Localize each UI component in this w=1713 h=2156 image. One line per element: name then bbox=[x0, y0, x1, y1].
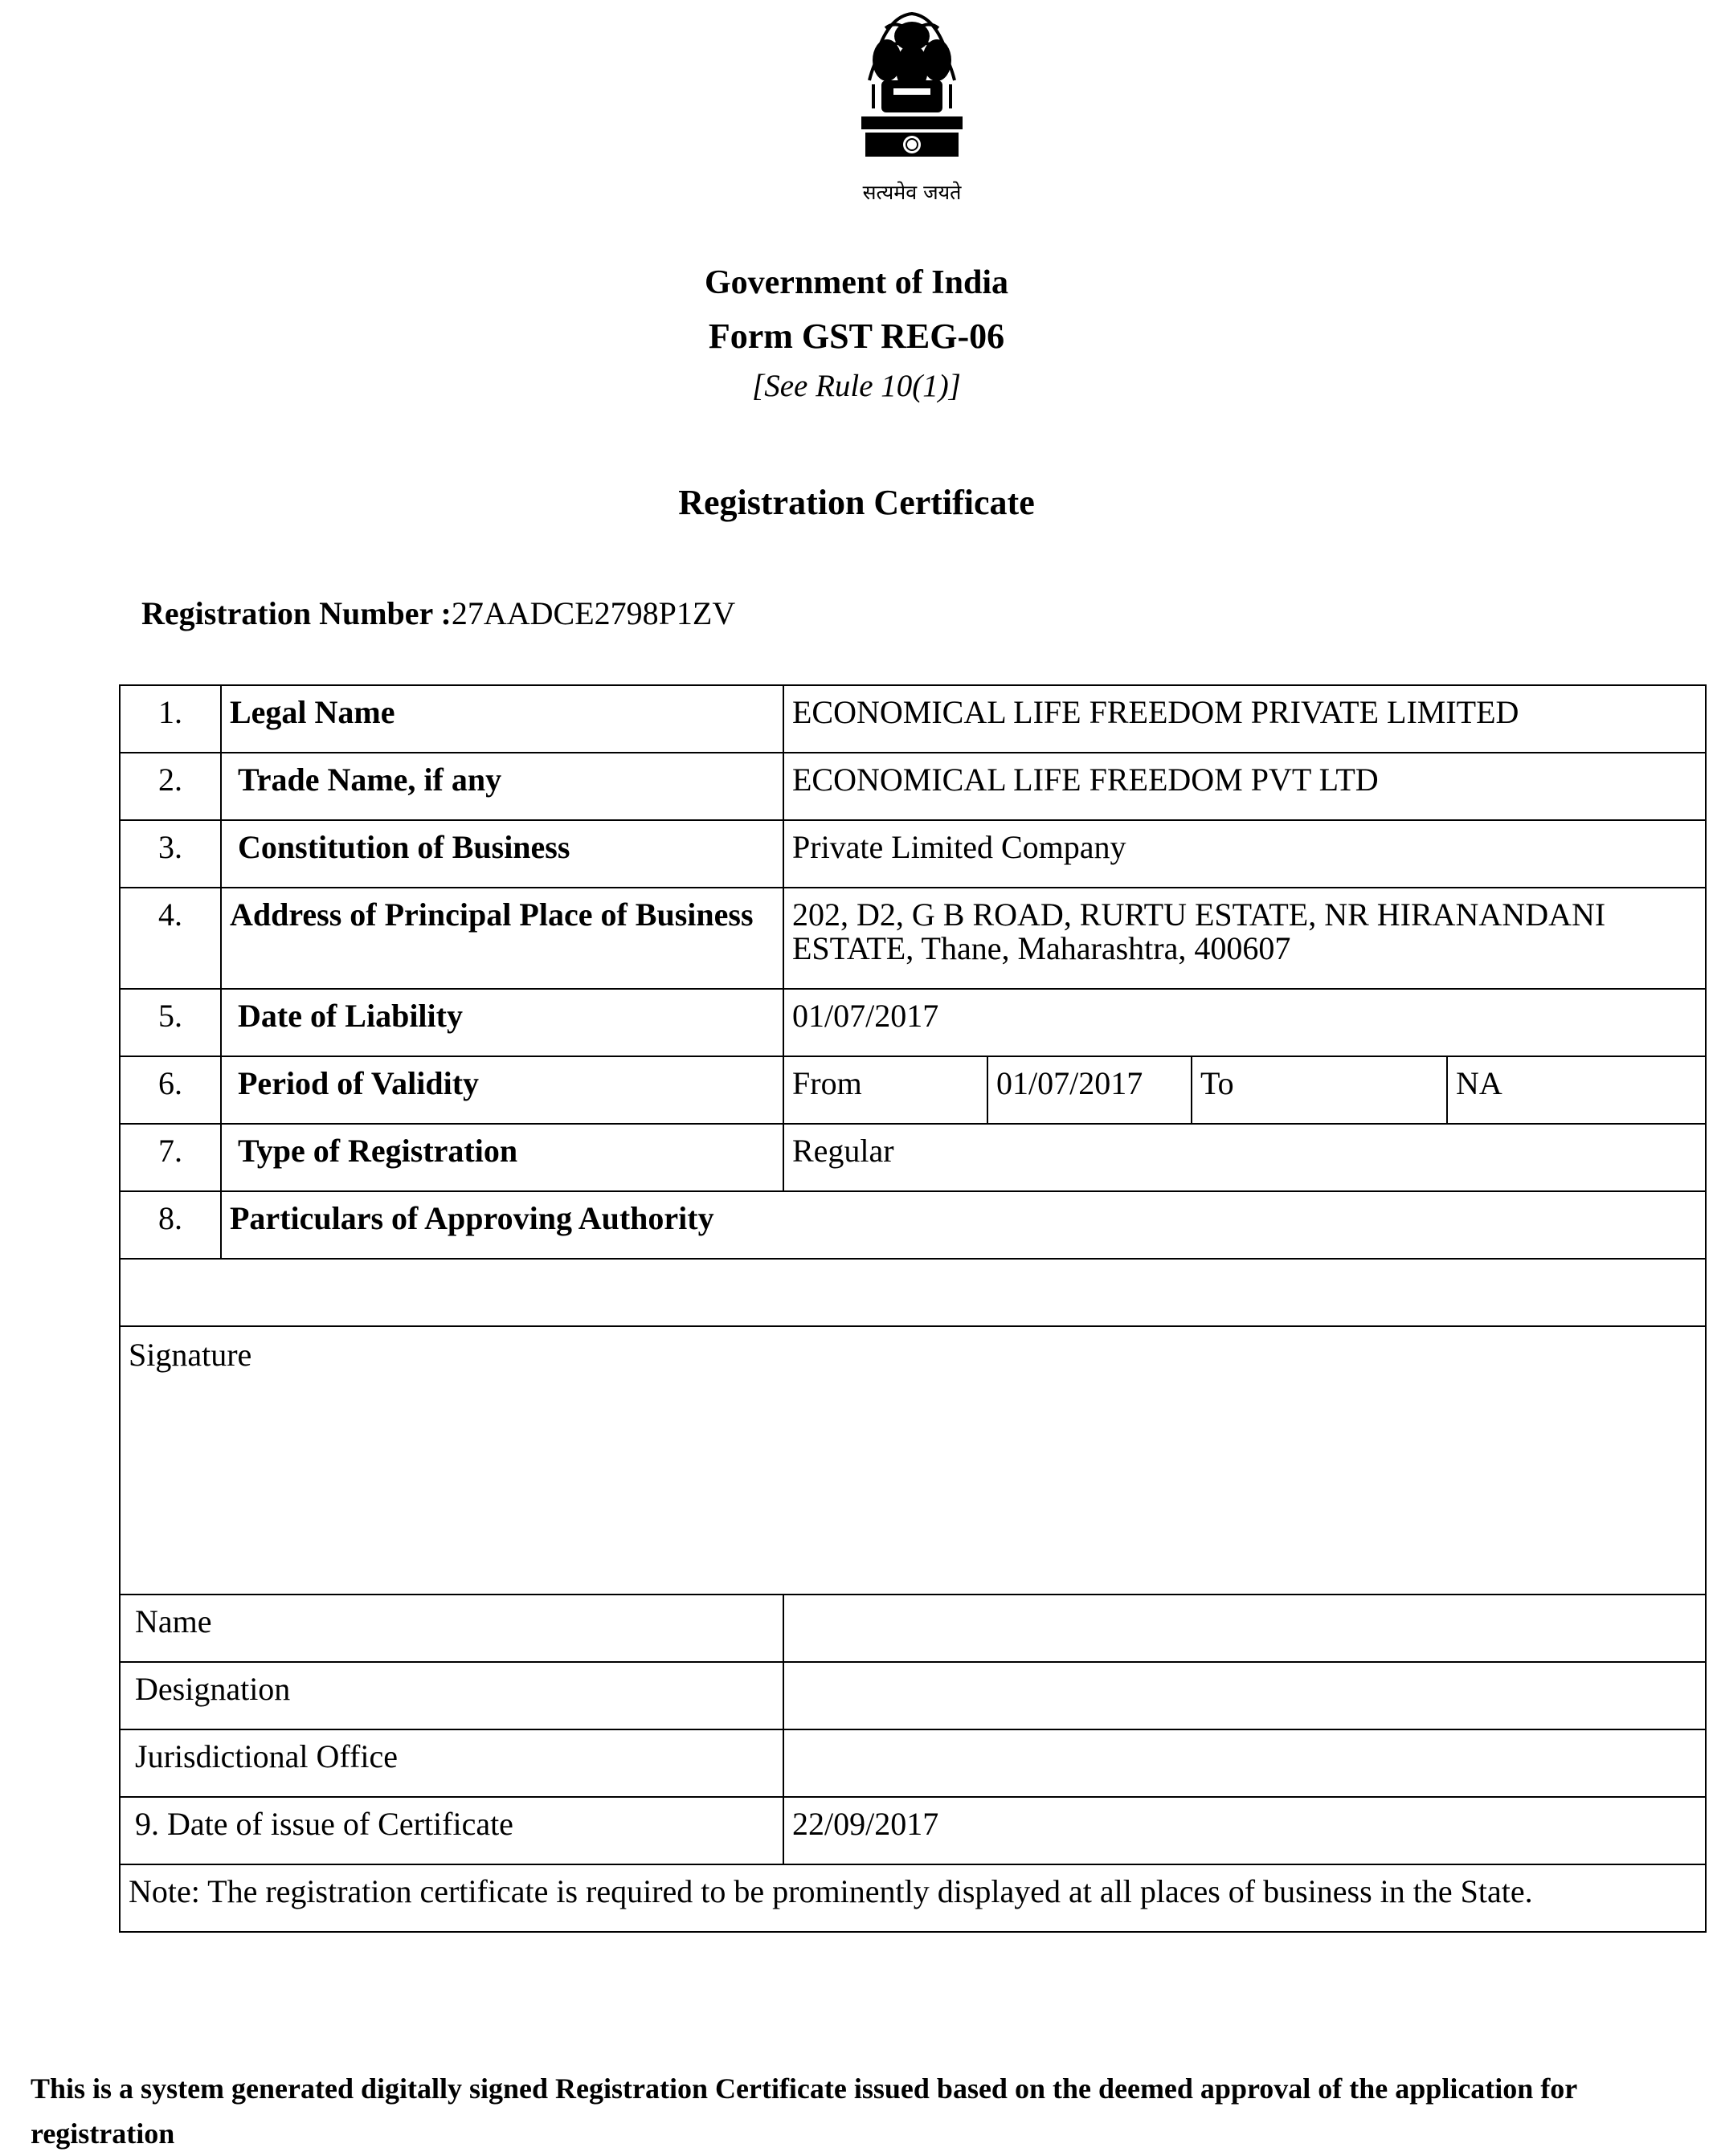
table-row bbox=[120, 1729, 1706, 1797]
authority-name-label: Name bbox=[120, 1595, 783, 1662]
authority-name-value bbox=[783, 1595, 1706, 1662]
empty-row bbox=[120, 1259, 1706, 1326]
row-label: Trade Name, if any bbox=[221, 753, 783, 820]
jurisdictional-office-label: Jurisdictional Office bbox=[120, 1729, 783, 1797]
row-label: Date of Liability bbox=[221, 989, 783, 1056]
validity-from-value: 01/07/2017 bbox=[987, 1056, 1192, 1124]
row-number: 4. bbox=[120, 888, 221, 989]
table-row bbox=[120, 820, 1706, 888]
validity-from-label: From bbox=[783, 1056, 987, 1124]
row-number: 3. bbox=[120, 820, 221, 888]
row-number: 7. bbox=[120, 1124, 221, 1191]
row-number: 6. bbox=[120, 1056, 221, 1124]
validity-to-label: To bbox=[1192, 1056, 1447, 1124]
authority-designation-value bbox=[783, 1662, 1706, 1729]
date-of-liability-value: 01/07/2017 bbox=[783, 989, 1706, 1056]
address-value: 202, D2, G B ROAD, RURTU ESTATE, NR HIRANANDANI ESTATE, Thane, Maharashtra, 400607 bbox=[783, 888, 1706, 989]
certificate-note: Note: The registration certificate is required to be prominently displayed at all places of business in the State. bbox=[120, 1864, 1706, 1932]
jurisdictional-office-value bbox=[783, 1729, 1706, 1797]
form-heading: Form GST REG-06 bbox=[708, 316, 1005, 356]
row-number: 1. bbox=[120, 685, 221, 753]
table-row bbox=[120, 685, 1706, 753]
table-row bbox=[120, 1662, 1706, 1729]
row-number: 5. bbox=[120, 989, 221, 1056]
table-row bbox=[120, 1056, 1706, 1124]
rule-reference: [See Rule 10(1)] bbox=[752, 369, 961, 403]
table-row bbox=[120, 1259, 1706, 1326]
row-label: Particulars of Approving Authority bbox=[221, 1191, 1706, 1259]
signature-label: Signature bbox=[129, 1337, 252, 1373]
issue-date-value: 22/09/2017 bbox=[783, 1797, 1706, 1864]
table-row bbox=[120, 1595, 1706, 1662]
signature-box bbox=[120, 1326, 1706, 1595]
row-label: Legal Name bbox=[221, 685, 783, 753]
certificate-table bbox=[119, 684, 1707, 1933]
registration-number-value: 27AADCE2798P1ZV bbox=[451, 595, 736, 631]
emblem-motto: सत्यमेव जयते bbox=[862, 181, 962, 204]
registration-number bbox=[141, 594, 735, 632]
legal-name-value: ECONOMICAL LIFE FREEDOM PRIVATE LIMITED bbox=[783, 685, 1706, 753]
table-row bbox=[120, 1864, 1706, 1932]
row-label: Constitution of Business bbox=[221, 820, 783, 888]
row-label: Type of Registration bbox=[221, 1124, 783, 1191]
issue-date-label: 9. Date of issue of Certificate bbox=[120, 1797, 783, 1864]
government-heading: Government of India bbox=[705, 264, 1008, 301]
table-row bbox=[120, 989, 1706, 1056]
row-number: 2. bbox=[120, 753, 221, 820]
row-label: Period of Validity bbox=[221, 1056, 783, 1124]
table-row bbox=[120, 1326, 1706, 1595]
authority-designation-label: Designation bbox=[120, 1662, 783, 1729]
table-row bbox=[120, 1191, 1706, 1259]
trade-name-value: ECONOMICAL LIFE FREEDOM PVT LTD bbox=[783, 753, 1706, 820]
certificate-title: Registration Certificate bbox=[678, 483, 1035, 522]
table-row bbox=[120, 1124, 1706, 1191]
validity-to-value: NA bbox=[1447, 1056, 1706, 1124]
footer-disclaimer: This is a system generated digitally signed Registration Certificate issued based on the deemed approval of the application for registration bbox=[31, 2072, 1577, 2150]
table-row bbox=[120, 1797, 1706, 1864]
row-number: 8. bbox=[120, 1191, 221, 1259]
table-row bbox=[120, 753, 1706, 820]
type-of-registration-value: Regular bbox=[783, 1124, 1706, 1191]
ashoka-emblem-icon bbox=[845, 4, 979, 165]
constitution-value: Private Limited Company bbox=[783, 820, 1706, 888]
table-row bbox=[120, 888, 1706, 989]
registration-number-label: Registration Number : bbox=[141, 595, 452, 631]
row-label: Address of Principal Place of Business bbox=[221, 888, 783, 989]
